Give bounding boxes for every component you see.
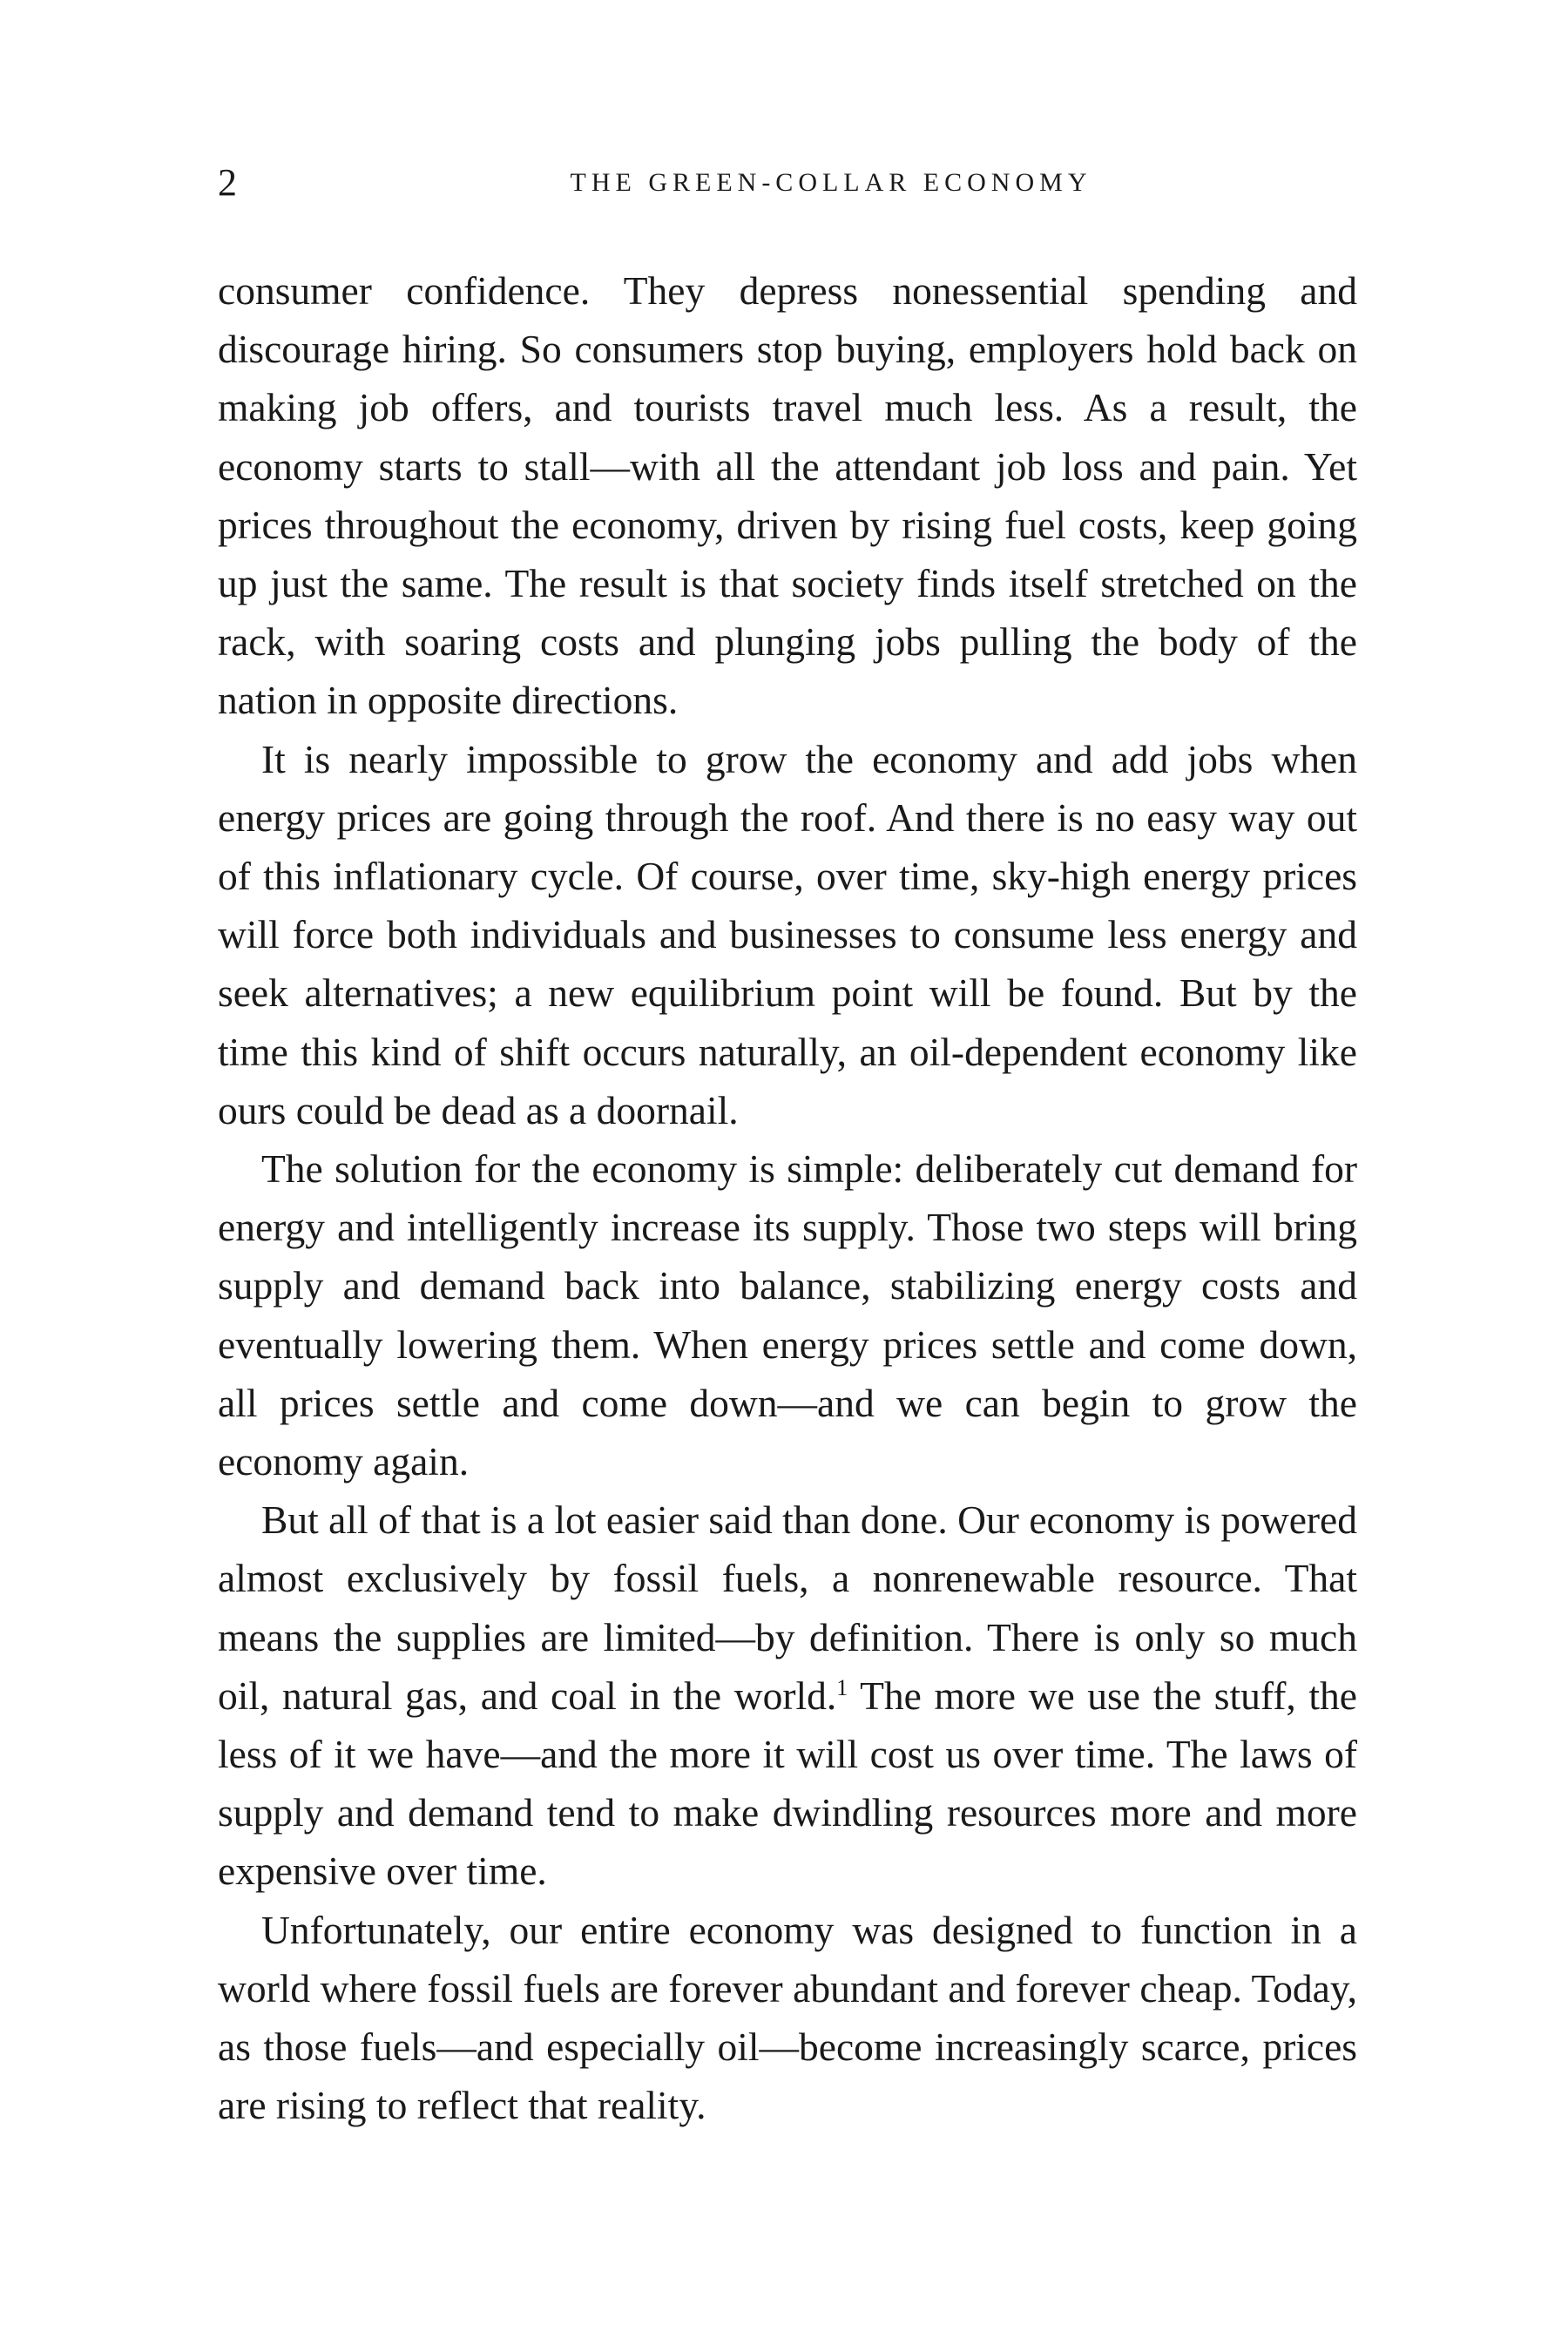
paragraph-4-text-after-note: The more we use the stuff, the less of it we have—and the more it will cost us over time. The laws of supply and demand tend to make dwindling resources more and more expensive over time. — [218, 1673, 1357, 1894]
paragraph-4 — [218, 1490, 1357, 1900]
page-number: 2 — [218, 161, 237, 204]
paragraph-4-text-before-note: But all of that is a lot easier said than done. Our economy is powered almost exclusively by fossil fuels, a nonrenewable resource. That means the supplies are limited—by definition. There is only so much oil, natural gas, and coal in the world. — [218, 1497, 1357, 1718]
footnote-marker: 1 — [836, 1674, 848, 1700]
running-head: THE GREEN-COLLAR ECONOMY — [570, 168, 1092, 197]
paragraph-5: Unfortunately, our entire economy was designed to function in a world where fossil fuels are forever abundant and forever cheap. Today, as those fuels—and especially oil—become increasingly scarce, prices are rising to reflect that reality. — [218, 1907, 1357, 2128]
paragraph-1: consumer confidence. They depress nonessential spending and discourage hiring. So consumers stop buying, employers hold back on making job offers, and tourists travel much less. As a result, the economy starts to stall—with all the attendant job loss and pain. Yet prices throughout the economy, driven by rising fuel costs, keep going up just the same. The result is that society finds itself stretched on the rack, with soaring costs and plunging jobs pulling the body of the nation in opposite directions. — [218, 268, 1357, 723]
page-header — [218, 157, 1357, 209]
paragraph-2: It is nearly impossible to grow the economy and add jobs when energy prices are going through the roof. And there is no easy way out of this inflationary cycle. Of course, over time, sky-high energy prices will force both individuals and businesses to consume less energy and seek alternatives; a new equilibrium point will be found. But by the time this kind of shift occurs naturally, an oil-dependent economy like ours could be dead as a doornail. — [218, 736, 1357, 1132]
paragraph-3: The solution for the economy is simple: deliberately cut demand for energy and intelligently increase its supply. Those two steps will bring supply and demand back into balance, stabilizing energy costs and eventually lowering them. When energy prices settle and come down, all prices settle and come down—and we can begin to grow the economy again. — [218, 1146, 1357, 1484]
body-text — [218, 261, 1357, 2135]
